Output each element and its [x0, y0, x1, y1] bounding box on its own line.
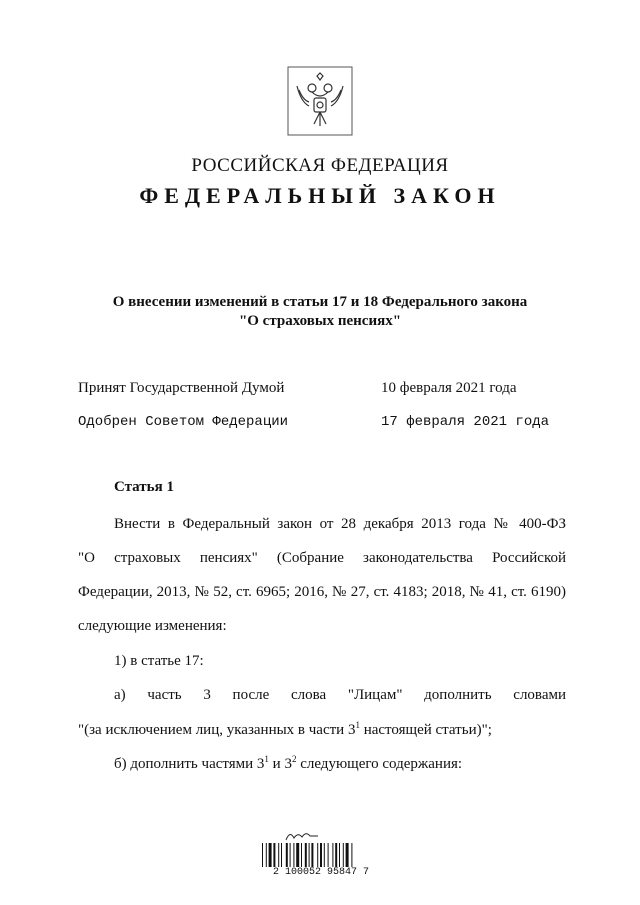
law-type-heading: ФЕДЕРАЛЬНЫЙ ЗАКОН — [139, 183, 501, 208]
coat-of-arms-emblem — [287, 66, 353, 136]
country-name: РОССИЙСКАЯ ФЕДЕРАЦИЯ — [191, 155, 449, 176]
paragraph-line: "О страховых пенсиях" (Собрание законодательства Российской — [78, 550, 566, 566]
law-title-line-1: О внесении изменений в статьи 17 и 18 Федерального закона — [112, 294, 528, 310]
list-item: а) часть 3 после слова "Лицам" дополнить словами — [114, 687, 566, 703]
barcode — [262, 843, 378, 867]
list-item: 1) в статье 17: — [114, 653, 204, 669]
council-approval-label: Одобрен Советом Федерации — [78, 414, 289, 430]
list-item: б) дополнить частями $3^1$ и $3^2$ следующего содержания: — [114, 754, 463, 772]
signature-mark — [284, 828, 320, 842]
law-title — [90, 293, 550, 331]
article-heading: Статья 1 — [114, 479, 174, 495]
council-approval-date: 17 февраля 2021 года — [381, 414, 550, 430]
paragraph-line: Федерации, 2013, № 52, ст. 6965; 2016, № 27, ст. 4183; 2018, № 41, ст. 6190) — [78, 584, 566, 600]
law-title-line-2: "О страховых пенсиях" — [238, 313, 402, 329]
paragraph-line: следующие изменения: — [78, 618, 227, 634]
duma-adoption-date: 10 февраля 2021 года — [381, 380, 517, 396]
duma-adoption-label: Принят Государственной Думой — [78, 380, 285, 396]
paragraph-line: Внести в Федеральный закон от 28 декабря 2013 года № 400-ФЗ — [114, 516, 566, 532]
list-item-continuation: "(за исключением лиц, указанных в части $3^1$ настоящей статьи)"; — [78, 720, 492, 738]
barcode-number: 2 100052 95847 7 — [272, 867, 369, 878]
